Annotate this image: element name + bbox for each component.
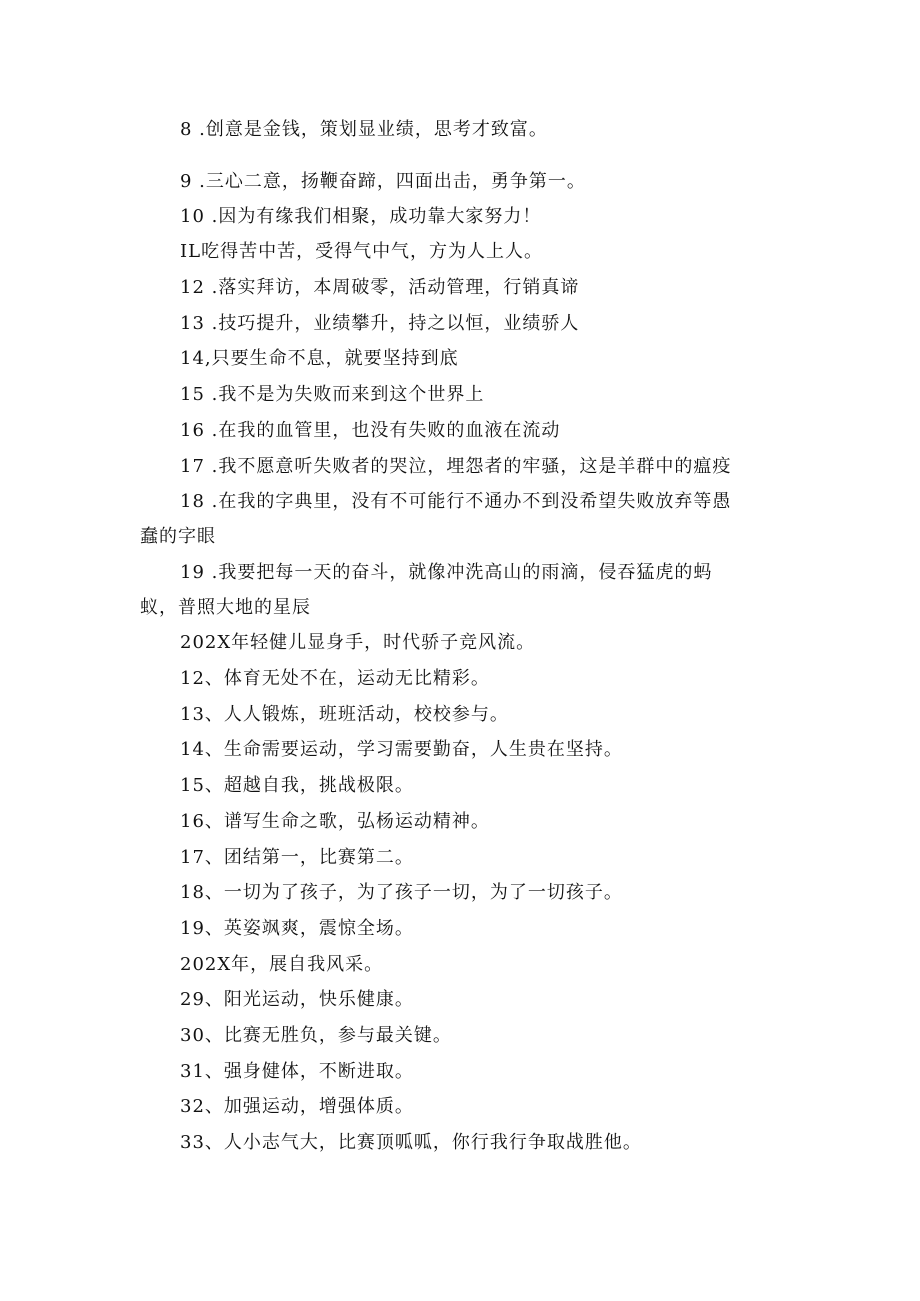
text-line: 13、人人锻炼，班班活动，校校参与。 [180,704,509,725]
text-line: IL吃得苦中苦，受得气中气，方为人上人。 [180,241,544,262]
text-line: 15 .我不是为失败而来到这个世界上 [180,384,485,405]
text-line: 10 .因为有缘我们相聚，成功靠大家努力！ [180,206,542,227]
text-line: 19、英姿飒爽，震惊全场。 [180,918,414,939]
text-line: 16 .在我的血管里，也没有失败的血液在流动 [180,420,561,441]
text-line: 29、阳光运动，快乐健康。 [180,989,414,1010]
text-line: 202X年轻健儿显身手，时代骄子竞风流。 [180,632,536,653]
text-line: 18 .在我的字典里，没有不可能行不通办不到没希望失败放弃等愚 [180,491,732,512]
text-line: 8 .创意是金钱，策划显业绩，思考才致富。 [180,119,548,140]
text-line-continuation: 蠢的字眼 [140,526,216,547]
text-line: 31、强身健体，不断进取。 [180,1061,414,1082]
text-line: 12、体育无处不在，运动无比精彩。 [180,668,490,689]
text-line: 17 .我不愿意听失败者的哭泣，埋怨者的牢骚，这是羊群中的瘟疫 [180,456,732,477]
text-line: 18、一切为了孩子，为了孩子一切，为了一切孩子。 [180,882,623,903]
text-line: 14,只要生命不息，就要坚持到底 [180,348,459,369]
text-line: 202X年，展自我风采。 [180,954,384,975]
text-line: 17、团结第一，比赛第二。 [180,847,414,868]
text-line: 16、谱写生命之歌，弘杨运动精神。 [180,811,490,832]
text-line-continuation: 蚁，普照大地的星辰 [140,597,311,618]
text-line: 13 .技巧提升，业绩攀升，持之以恒，业绩骄人 [180,313,580,334]
text-line: 12 .落实拜访，本周破零，活动管理，行销真谛 [180,277,580,298]
text-line: 33、人小志气大，比赛顶呱呱，你行我行争取战胜他。 [180,1132,642,1153]
text-line: 19 .我要把每一天的奋斗，就像冲洗高山的雨滴，侵吞猛虎的蚂 [180,562,713,583]
text-line: 32、加强运动，增强体质。 [180,1096,414,1117]
text-line: 9 .三心二意，扬鞭奋蹄，四面出击，勇争第一。 [180,171,586,192]
text-line: 14、生命需要运动，学习需要勤奋，人生贵在坚持。 [180,739,623,760]
text-line: 15、超越自我，挑战极限。 [180,775,414,796]
text-line: 30、比赛无胜负，参与最关键。 [180,1025,452,1046]
